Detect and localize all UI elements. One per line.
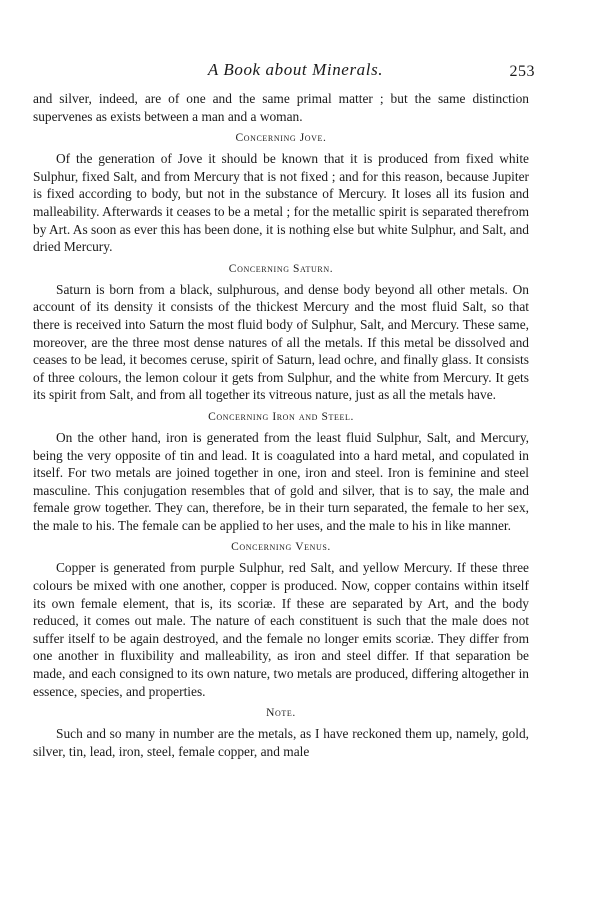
page-header (0, 60, 591, 84)
section-heading-iron-steel: Concerning Iron and Steel. (208, 410, 354, 423)
section-heading-saturn: Concerning Saturn. (228, 262, 334, 275)
paragraph-note: Such and so many in number are the metals, as I have reckoned them up, namely, gold, silver, tin, lead, iron, steel, female copper, and male (33, 726, 529, 759)
paragraph-saturn: Saturn is born from a black, sulphurous, and dense body beyond all other metals. On account of its density it consists of the thickest Mercury and the most fluid Salt, so that there is received into Saturn the most fluid body of Sulphur, Salt, and Mercury. These same, moreover, are the three most dense natures of all the metals. If this metal be dissolved and ceases to be lead, it becomes ceruse, spirit of Saturn, lead ochre, and finally glass. It consists of three colours, the lemon colour it gets from Sulphur, and the white from Mercury. It gets its spirit from Salt, and from all together its vitreous nature, just as all the metals have. (33, 281, 529, 403)
paragraph-continued: and silver, indeed, are of one and the same primal matter ; but the same distinction supervenes as exists between a man and a woman. (33, 91, 529, 124)
paragraph-jove: Of the generation of Jove it should be known that it is produced from fixed white Sulphur, fixed Salt, and from Mercury that is not fixed ; and for this reason, because Jupiter is fixed according to body, but not in the substance of Mercury. It loses all its fusion and malleability. Afterwards it ceases to be a metal ; for the metallic spirit is separated therefrom by Art. As soon as ever this has been done, it is nothing else but white Sulphur, and Salt, and dried Mercury. (33, 151, 529, 255)
section-heading-note: Note. (266, 707, 296, 720)
running-title: A Book about Minerals. (207, 60, 384, 79)
page-body (33, 90, 529, 760)
paragraph-venus: Copper is generated from purple Sulphur, red Salt, and yellow Mercury. If these three colours be mixed with one another, copper is produced. Now, copper contains within itself its own female element, that is, its scoriæ. If these are separated by Art, and the body reduced, it comes out male. The nature of each constituent is such that the male does not suffer itself to be again destroyed, and the female no longer emits scoriæ. They differ from one another in fluxibility and malleability, as iron and steel differ. If that separation be made, and each consigned to its own nature, two metals are produced, differing altogether in essence, species, and properties. (33, 560, 529, 699)
page-number: 253 (509, 63, 535, 80)
section-heading-venus: Concerning Venus. (231, 541, 331, 554)
paragraph-iron-steel: On the other hand, iron is generated from the least fluid Sulphur, Salt, and Mercury, being the very opposite of tin and lead. It is coagulated into a hard metal, and copulated in itself. For two metals are joined together in one, iron and steel. Iron is feminine and steel masculine. This conjugation resembles that of gold and silver, that is to say, the male and female grow together. They can, therefore, be in their turn separated, the female to her sex, the male to his. The female can be applied to her uses, and the male to his in like manner. (33, 429, 529, 533)
section-heading-jove: Concerning Jove. (235, 132, 327, 145)
